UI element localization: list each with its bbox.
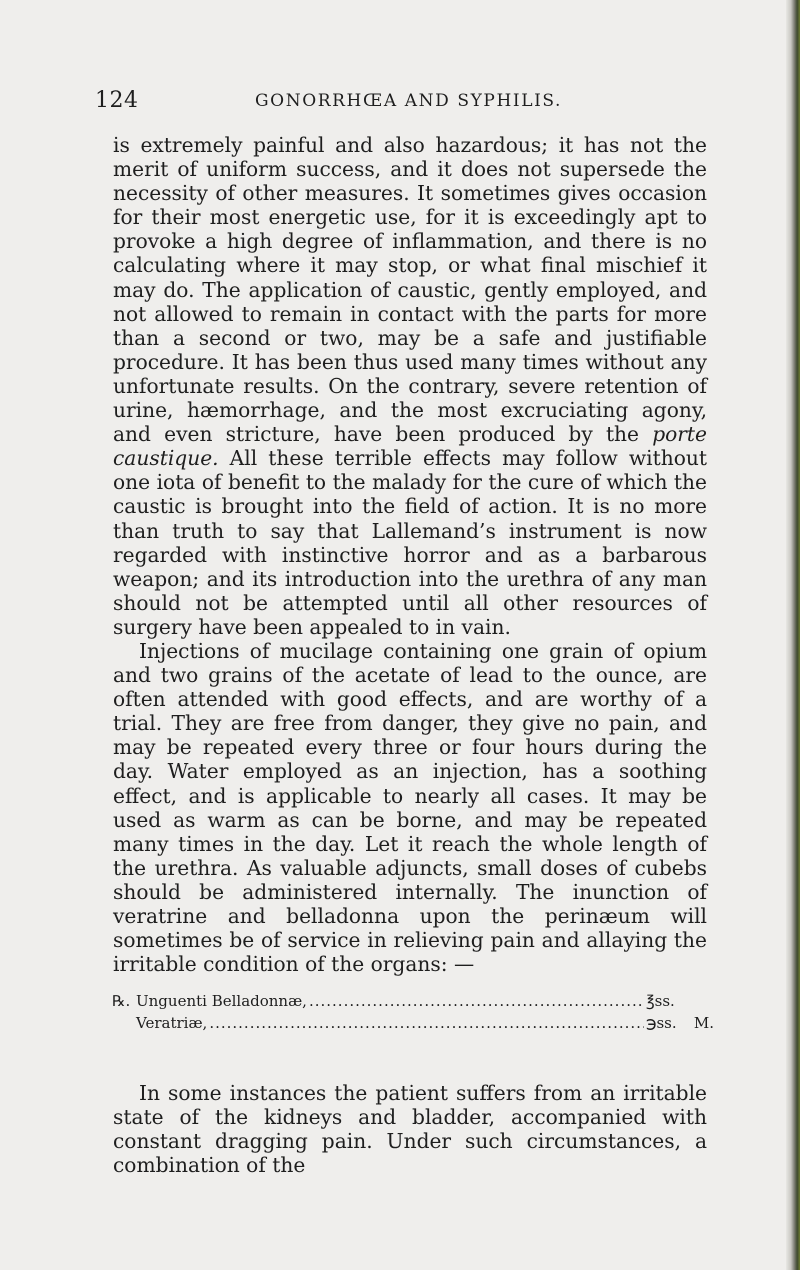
page-edge: [786, 0, 800, 1270]
paragraph-text: All these terrible effects may follow without one iota of benefit to the malady for the cure of which the caustic is brought into the field of action. It is no more than truth to say that Lallemand’s instrument is now regarded with instinctive horror and as a barbarous weapon; and its introduction into the urethra of any man should not be attempted until all other resources of surgery have been appealed to in vain.: [113, 446, 707, 639]
ingredient-name: Veratriæ,: [136, 1014, 208, 1032]
dot-leader: [209, 1012, 644, 1034]
mix-sign: M.: [693, 1014, 714, 1032]
paragraph-continued: [113, 133, 707, 639]
paragraph-kidneys: In some instances the patient suffers from an irritable state of the kidneys and bladder, accompanied with constant dragging pain. Under such circumstances, a combination of the: [113, 1081, 707, 1178]
page-number: 124: [95, 88, 139, 113]
dot-leader: [309, 990, 644, 1012]
body-text-continued: [113, 1081, 707, 1177]
rx-symbol: ℞.: [112, 992, 131, 1010]
page-header: [95, 88, 715, 118]
running-head: GONORRHŒA AND SYPHILIS.: [255, 91, 563, 111]
prescription: [112, 990, 714, 1034]
prescription-line: [112, 1012, 714, 1034]
body-text: [113, 133, 707, 976]
ingredient-name: Unguenti Belladonnæ,: [136, 992, 307, 1010]
italic-term: porte caustique.: [113, 422, 707, 471]
paragraph-injections: Injections of mucilage containing one grain of opium and two grains of the acetate of lead to the ounce, are often attended with good effects, and are worthy of a trial. They are free from danger, they give no pain, and may be repeated every three or four hours during the day. Water employed as an injection, has a soothing effect, and is applicable to nearly all cases. It may be used as warm as can be borne, and may be repeated many times in the day. Let it reach the whole length of the urethra. As valuable adjuncts, small doses of cubebs should be administered internally. The inunction of veratrine and belladonna upon the perinæum will sometimes be of service in relieving pain and allaying the irritable condition of the organs: —: [113, 638, 707, 977]
ingredient-dose: ℥ss.: [646, 992, 675, 1010]
prescription-line: [112, 990, 714, 1012]
ingredient-dose: ℈ss.: [646, 1014, 677, 1032]
paragraph-text: is extremely painful and also hazardous; it has not the merit of uniform success, and it does not supersede the necessity of other measures. It sometimes gives occasion for their most energetic use, for it is exceedingly apt to provoke a high degree of inflammation, and there is no calculating where it may stop, or what final mischief it may do. The application of caustic, gently employed, and not allowed to remain in contact with the parts for more than a second or two, may be a safe and justifiable procedure. It has been thus used many times without any unfortunate results. On the contrary, severe retention of urine, hæmorrhage, and the most excruciating agony, and even stricture, have been produced by the: [113, 133, 707, 447]
